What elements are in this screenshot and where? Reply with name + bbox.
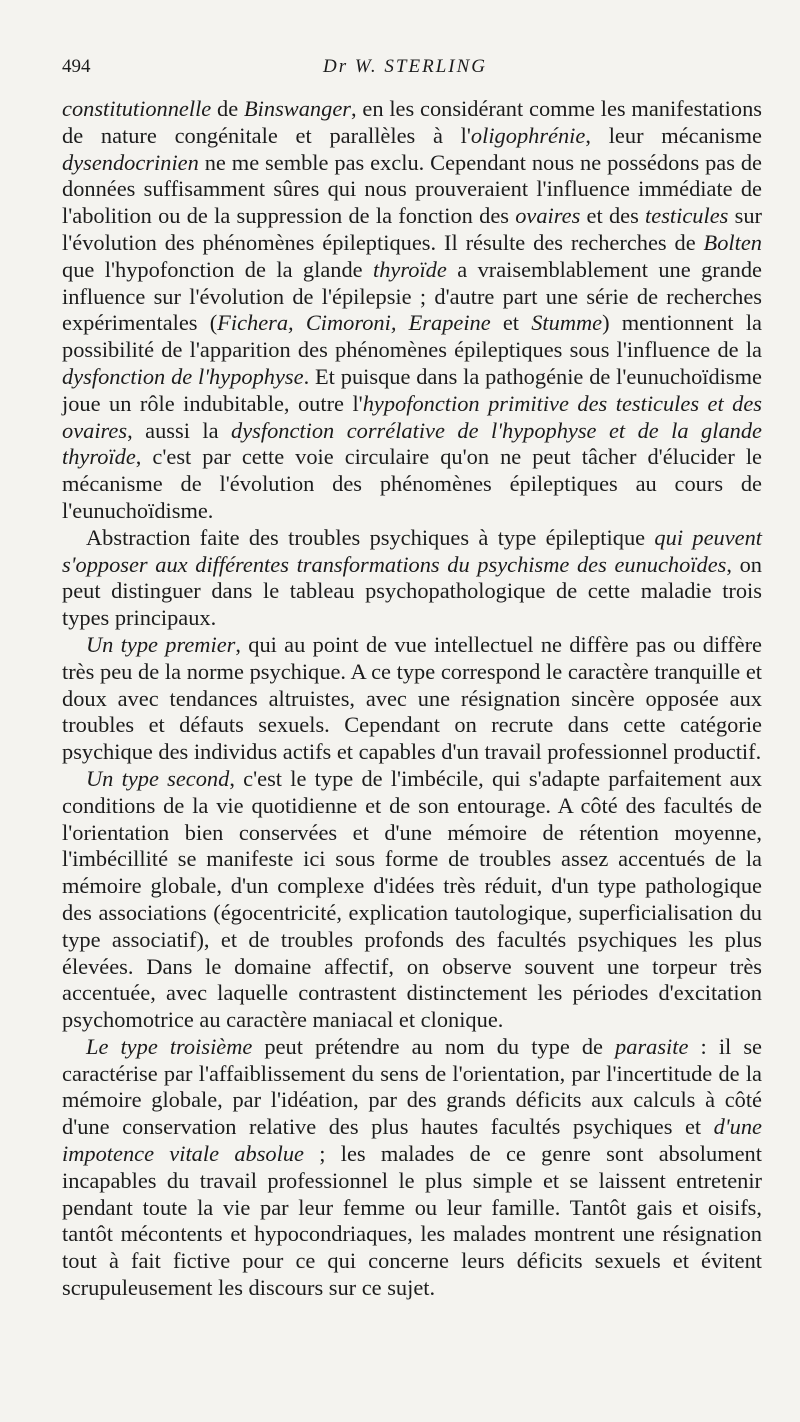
text-run: , c'est le type de l'imbécile, qui s'adapte parfaitement aux conditions de la vie quotidienne et de son entourage. A côté des facultés de l'orientation bien conservées et d'une mémoire de rétention moyenne, l'imbécillité se manifeste ici sous forme de troubles assez accentués de la mémoire globale, d'un complexe d'idées très réduit, d'un type pathologique des associations (égocentricité, explication tautologique, superficialisation du type associatif), et de troubles profonds des facultés psychiques les plus élevées. Dans le domaine affectif, on observe souvent une torpeur très accentuée, avec laquelle contrastent distinctement les périodes d'excitation psychomotrice au caractère maniacal et clonique. bbox=[62, 765, 762, 1033]
paragraph bbox=[62, 1034, 762, 1302]
text-run: de bbox=[211, 96, 244, 121]
text-run: et des bbox=[580, 203, 646, 229]
text-run: que l'hypofonction de la glande bbox=[62, 256, 374, 282]
body-text bbox=[62, 96, 762, 1302]
italic-run: dysfonction corrélative de l'hypophyse et de la glande thyroïde bbox=[62, 417, 762, 470]
italic-run: Le type troisième bbox=[86, 1033, 253, 1059]
italic-run: dysendocrinien bbox=[62, 149, 199, 175]
text-run: , qui au point de vue intellectuel ne diffère pas ou diffère très peu de la norme psychique. A ce type correspond le caractère tranquille et doux avec tendances altruistes, avec une résignation sincère opposée aux troubles et défauts sexuels. Cependant on recrute dans cette catégorie psychique des individus actifs et capables d'un travail professionnel productif. bbox=[62, 631, 762, 765]
italic-run: constitutionnelle bbox=[62, 96, 212, 121]
italic-run: qui peuvent s'opposer aux différentes transformations du psychisme des eunuchoïdes bbox=[62, 524, 762, 577]
text-run: sur l'évolution des phénomènes épileptiques. Il résulte des recherches de bbox=[62, 203, 762, 255]
text-run: et bbox=[490, 310, 532, 336]
text-run: ne me semble pas exclu. Cependant nous ne possédons pas de données suffisamment sûres qui nous prouveraient l'influence immédiate de l'abolition ou de la suppression de la fonction des bbox=[62, 149, 762, 229]
text-run: : il se caractérise par l'affaiblissement du sens de l'orientation, par l'incertitude de la mémoire globale, par l'idéation, par des grands déficits aux calculs à côté d'une conservation relative des plus hautes facultés psychiques et bbox=[62, 1033, 762, 1140]
italic-run: Un type second bbox=[86, 765, 230, 791]
italic-run: ovaires bbox=[515, 203, 581, 229]
italic-run: d'une impotence vitale absolue bbox=[62, 1114, 762, 1167]
paragraph bbox=[62, 766, 762, 1034]
italic-run: Bolten bbox=[703, 229, 762, 255]
italic-run: Un type premier bbox=[86, 631, 236, 657]
text-run: , en les considérant comme les manifestations de nature congénitale et parallèles à l' bbox=[62, 96, 762, 148]
italic-run: Binswanger bbox=[244, 96, 351, 121]
text-run: Abstraction faite des troubles psychiques à type épileptique bbox=[86, 524, 655, 550]
italic-run: thyroïde bbox=[373, 256, 447, 282]
italic-run: Stumme bbox=[531, 310, 603, 336]
paragraph bbox=[62, 525, 762, 632]
paragraph bbox=[62, 96, 762, 525]
italic-run: Fichera, Cimoroni, Erapeine bbox=[217, 310, 491, 336]
italic-run: hypofonction primitive des testicules et des ovaires bbox=[62, 390, 762, 443]
text-run: , on peut distinguer dans le tableau psychopathologique de cette maladie trois types principaux. bbox=[62, 551, 762, 631]
text-run: ) mentionnent la possibilité de l'apparition des phénomènes épileptiques sous l'influence de la bbox=[62, 310, 762, 363]
italic-run: dysfonction de l'hypophyse bbox=[62, 363, 304, 389]
italic-run: oligophrénie bbox=[470, 122, 586, 148]
text-run: , aussi la bbox=[127, 417, 232, 443]
text-run: a vraisemblablement une grande influence sur l'évolution de l'épilepsie ; d'autre part une série de recherches expérimentales ( bbox=[62, 256, 762, 336]
page-header bbox=[62, 56, 748, 86]
italic-run: testicules bbox=[645, 203, 729, 229]
running-head: Dr W. STERLING bbox=[322, 56, 487, 77]
text-run: peut prétendre au nom du type de bbox=[252, 1033, 616, 1059]
paragraph bbox=[62, 632, 762, 766]
italic-run: parasite bbox=[615, 1033, 689, 1059]
text-run: . Et puisque dans la pathogénie de l'eunuchoïdisme joue un rôle indubitable, outre l' bbox=[62, 363, 762, 416]
text-run: , c'est par cette voie circulaire qu'on ne peut tâcher d'élucider le mécanisme de l'évolution des phénomènes épileptiques au cours de l'eunuchoïdisme. bbox=[62, 444, 762, 523]
text-run: ; les malades de ce genre sont absolument incapables du travail professionnel le plus simple et se laissent entretenir pendant toute la vie par leur femme ou leur famille. Tantôt gais et oisifs, tantôt mécontents et hypocondriaques, les malades montrent une résignation tout à fait fictive pour ce qui concerne leurs déficits sexuels et évitent scrupuleusement les discours sur ce sujet. bbox=[62, 1141, 762, 1301]
text-run: , leur mécanisme bbox=[585, 122, 762, 148]
page-number: 494 bbox=[62, 56, 91, 77]
